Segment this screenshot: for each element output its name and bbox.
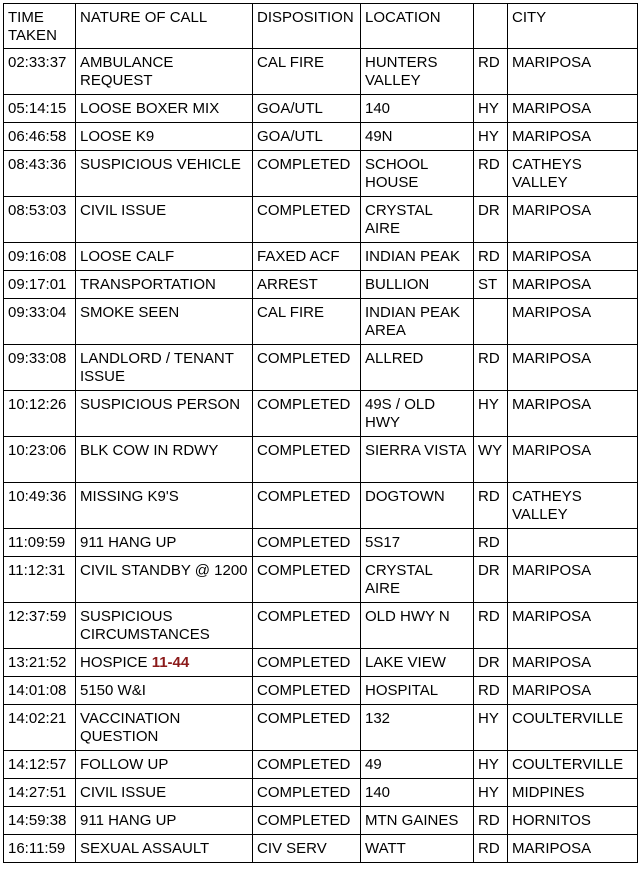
nature-cell: CIVIL ISSUE	[76, 197, 253, 243]
time-cell: 14:12:57	[4, 751, 76, 779]
time-cell: 09:17:01	[4, 271, 76, 299]
type-cell: HY	[474, 95, 508, 123]
location-cell: SIERRA VISTA	[361, 437, 474, 483]
table-row	[4, 345, 638, 391]
city-cell: MARIPOSA	[508, 49, 638, 95]
disposition-cell: COMPLETED	[253, 807, 361, 835]
disposition-cell: COMPLETED	[253, 677, 361, 705]
header-type	[474, 4, 508, 49]
location-cell: SCHOOL HOUSE	[361, 151, 474, 197]
time-cell: 12:37:59	[4, 603, 76, 649]
table-row	[4, 807, 638, 835]
time-cell: 10:49:36	[4, 483, 76, 529]
disposition-cell: ARREST	[253, 271, 361, 299]
nature-cell: CIVIL STANDBY @ 1200	[76, 557, 253, 603]
table-row	[4, 151, 638, 197]
nature-cell: SUSPICIOUS VEHICLE	[76, 151, 253, 197]
location-cell: 140	[361, 779, 474, 807]
table-row	[4, 299, 638, 345]
nature-cell: VACCINATION QUESTION	[76, 705, 253, 751]
disposition-cell: CIV SERV	[253, 835, 361, 863]
city-cell: MARIPOSA	[508, 649, 638, 677]
type-cell: RD	[474, 483, 508, 529]
location-cell: BULLION	[361, 271, 474, 299]
location-cell: DOGTOWN	[361, 483, 474, 529]
type-cell: RD	[474, 49, 508, 95]
time-cell: 11:12:31	[4, 557, 76, 603]
city-cell: MARIPOSA	[508, 391, 638, 437]
location-cell: 49N	[361, 123, 474, 151]
disposition-cell: FAXED ACF	[253, 243, 361, 271]
nature-cell: 5150 W&I	[76, 677, 253, 705]
table-row	[4, 271, 638, 299]
disposition-cell: GOA/UTL	[253, 123, 361, 151]
nature-cell: LOOSE CALF	[76, 243, 253, 271]
table-row	[4, 835, 638, 863]
nature-cell: SMOKE SEEN	[76, 299, 253, 345]
table-row	[4, 677, 638, 705]
city-cell: COULTERVILLE	[508, 751, 638, 779]
city-cell: MARIPOSA	[508, 243, 638, 271]
disposition-cell: COMPLETED	[253, 345, 361, 391]
table-row	[4, 557, 638, 603]
type-cell: DR	[474, 557, 508, 603]
nature-cell: SUSPICIOUS CIRCUMSTANCES	[76, 603, 253, 649]
type-cell: HY	[474, 391, 508, 437]
table-row	[4, 391, 638, 437]
nature-cell: 911 HANG UP	[76, 807, 253, 835]
city-cell: CATHEYS VALLEY	[508, 483, 638, 529]
time-cell: 08:43:36	[4, 151, 76, 197]
table-row	[4, 779, 638, 807]
disposition-cell: COMPLETED	[253, 557, 361, 603]
table-row	[4, 649, 638, 677]
disposition-cell: COMPLETED	[253, 751, 361, 779]
city-cell: MARIPOSA	[508, 835, 638, 863]
location-cell: 140	[361, 95, 474, 123]
table-row	[4, 437, 638, 483]
type-cell: HY	[474, 705, 508, 751]
location-cell: HOSPITAL	[361, 677, 474, 705]
disposition-cell: COMPLETED	[253, 603, 361, 649]
type-cell: RD	[474, 243, 508, 271]
nature-cell: AMBULANCE REQUEST	[76, 49, 253, 95]
location-cell: INDIAN PEAK AREA	[361, 299, 474, 345]
header-city: CITY	[508, 4, 638, 49]
nature-cell: SUSPICIOUS PERSON	[76, 391, 253, 437]
time-cell: 14:02:21	[4, 705, 76, 751]
location-cell: CRYSTAL AIRE	[361, 557, 474, 603]
header-row	[4, 4, 638, 49]
nature-cell: MISSING K9'S	[76, 483, 253, 529]
nature-cell: CIVIL ISSUE	[76, 779, 253, 807]
city-cell: MARIPOSA	[508, 557, 638, 603]
time-cell: 14:01:08	[4, 677, 76, 705]
table-row	[4, 123, 638, 151]
city-cell: MARIPOSA	[508, 197, 638, 243]
city-cell: MIDPINES	[508, 779, 638, 807]
location-cell: 49	[361, 751, 474, 779]
table-row	[4, 529, 638, 557]
time-cell: 13:21:52	[4, 649, 76, 677]
time-cell: 10:12:26	[4, 391, 76, 437]
disposition-cell: COMPLETED	[253, 391, 361, 437]
location-cell: 132	[361, 705, 474, 751]
disposition-cell: COMPLETED	[253, 779, 361, 807]
type-cell: RD	[474, 807, 508, 835]
time-cell: 11:09:59	[4, 529, 76, 557]
nature-cell: LOOSE BOXER MIX	[76, 95, 253, 123]
type-cell: DR	[474, 197, 508, 243]
disposition-cell: CAL FIRE	[253, 49, 361, 95]
location-cell: 5S17	[361, 529, 474, 557]
location-cell: 49S / OLD HWY	[361, 391, 474, 437]
location-cell: LAKE VIEW	[361, 649, 474, 677]
nature-cell: 911 HANG UP	[76, 529, 253, 557]
time-cell: 06:46:58	[4, 123, 76, 151]
nature-cell: FOLLOW UP	[76, 751, 253, 779]
type-cell: DR	[474, 649, 508, 677]
nature-cell: LANDLORD / TENANT ISSUE	[76, 345, 253, 391]
type-cell: HY	[474, 123, 508, 151]
disposition-cell: CAL FIRE	[253, 299, 361, 345]
city-cell: MARIPOSA	[508, 123, 638, 151]
table-row	[4, 603, 638, 649]
city-cell: MARIPOSA	[508, 603, 638, 649]
nature-cell: SEXUAL ASSAULT	[76, 835, 253, 863]
type-cell: HY	[474, 779, 508, 807]
city-cell: CATHEYS VALLEY	[508, 151, 638, 197]
type-cell: RD	[474, 835, 508, 863]
disposition-cell: COMPLETED	[253, 437, 361, 483]
city-cell: HORNITOS	[508, 807, 638, 835]
call-log-table	[3, 3, 638, 863]
disposition-cell: GOA/UTL	[253, 95, 361, 123]
city-cell: MARIPOSA	[508, 677, 638, 705]
disposition-cell: COMPLETED	[253, 483, 361, 529]
time-cell: 09:16:08	[4, 243, 76, 271]
time-cell: 14:27:51	[4, 779, 76, 807]
time-cell: 08:53:03	[4, 197, 76, 243]
type-cell: WY	[474, 437, 508, 483]
city-cell	[508, 529, 638, 557]
type-cell: RD	[474, 677, 508, 705]
location-cell: CRYSTAL AIRE	[361, 197, 474, 243]
table-row	[4, 705, 638, 751]
time-cell: 09:33:04	[4, 299, 76, 345]
nature-cell: BLK COW IN RDWY	[76, 437, 253, 483]
table-row	[4, 197, 638, 243]
disposition-cell: COMPLETED	[253, 529, 361, 557]
table-row	[4, 483, 638, 529]
time-cell: 10:23:06	[4, 437, 76, 483]
disposition-cell: COMPLETED	[253, 151, 361, 197]
city-cell: COULTERVILLE	[508, 705, 638, 751]
location-cell: MTN GAINES	[361, 807, 474, 835]
type-cell: ST	[474, 271, 508, 299]
type-cell	[474, 299, 508, 345]
nature-cell: TRANSPORTATION	[76, 271, 253, 299]
disposition-cell: COMPLETED	[253, 705, 361, 751]
disposition-cell: COMPLETED	[253, 197, 361, 243]
nature-cell: LOOSE K9	[76, 123, 253, 151]
nature-code: 11-44	[151, 654, 190, 671]
type-cell: RD	[474, 603, 508, 649]
type-cell: RD	[474, 529, 508, 557]
header-disposition: DISPOSITION	[253, 4, 361, 49]
table-row	[4, 95, 638, 123]
type-cell: RD	[474, 151, 508, 197]
city-cell: MARIPOSA	[508, 299, 638, 345]
table-row	[4, 49, 638, 95]
time-cell: 16:11:59	[4, 835, 76, 863]
location-cell: HUNTERS VALLEY	[361, 49, 474, 95]
time-cell: 09:33:08	[4, 345, 76, 391]
city-cell: MARIPOSA	[508, 437, 638, 483]
type-cell: HY	[474, 751, 508, 779]
location-cell: INDIAN PEAK	[361, 243, 474, 271]
time-cell: 14:59:38	[4, 807, 76, 835]
header-time-taken: TIME TAKEN	[4, 4, 76, 49]
table-row	[4, 243, 638, 271]
type-cell: RD	[474, 345, 508, 391]
header-nature-of-call: NATURE OF CALL	[76, 4, 253, 49]
location-cell: OLD HWY N	[361, 603, 474, 649]
disposition-cell: COMPLETED	[253, 649, 361, 677]
table-row	[4, 751, 638, 779]
nature-cell: HOSPICE 11-44	[76, 649, 253, 677]
city-cell: MARIPOSA	[508, 95, 638, 123]
time-cell: 02:33:37	[4, 49, 76, 95]
time-cell: 05:14:15	[4, 95, 76, 123]
city-cell: MARIPOSA	[508, 271, 638, 299]
location-cell: WATT	[361, 835, 474, 863]
location-cell: ALLRED	[361, 345, 474, 391]
header-location: LOCATION	[361, 4, 474, 49]
city-cell: MARIPOSA	[508, 345, 638, 391]
